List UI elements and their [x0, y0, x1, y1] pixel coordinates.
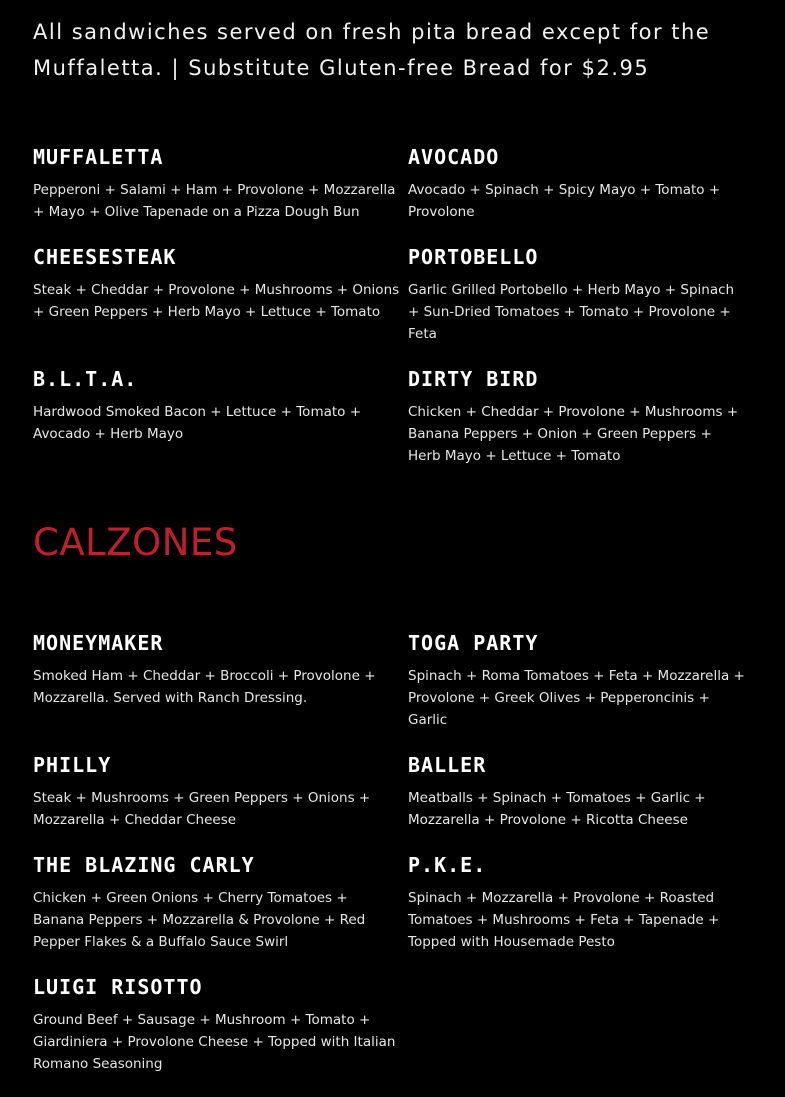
menu-item-description: Chicken + Green Onions + Cherry Tomatoes + Banana Peppers + Mozzarella & Provolone + Red Pepper Flakes & a Buffalo Sauce Swirl	[33, 890, 366, 950]
menu-item-name: MUFFALETTA	[33, 145, 164, 169]
menu-item-name: CHEESESTEAK	[33, 245, 177, 269]
menu-item	[408, 751, 753, 831]
sandwich-list	[33, 143, 753, 487]
menu-item	[33, 751, 408, 831]
menu-item-name: LUIGI RISOTTO	[33, 975, 203, 999]
menu-item-description: Pepperoni + Salami + Ham + Provolone + Mozzarella + Mayo + Olive Tapenade on a Pizza Dough Bun	[33, 182, 396, 220]
menu-item	[408, 629, 753, 731]
menu-item-description: Spinach + Roma Tomatoes + Feta + Mozzarella + Provolone + Greek Olives + Pepperoncinis + Garlic	[408, 668, 745, 728]
menu-item-description: Chicken + Cheddar + Provolone + Mushrooms + Banana Peppers + Onion + Green Peppers + Herb Mayo + Lettuce + Tomato	[408, 404, 739, 464]
menu-item-description: Steak + Cheddar + Provolone + Mushrooms + Onions + Green Peppers + Herb Mayo + Lettuce + Tomato	[33, 282, 400, 320]
menu-item	[33, 365, 408, 467]
calzone-list	[33, 629, 753, 1095]
menu-item-description: Meatballs + Spinach + Tomatoes + Garlic + Mozzarella + Provolone + Ricotta Cheese	[408, 790, 706, 828]
menu-item	[408, 143, 753, 223]
calzones-section-title: CALZONES	[33, 521, 238, 564]
menu-item	[33, 143, 408, 223]
menu-item-name: TOGA PARTY	[408, 631, 539, 655]
menu-item	[408, 365, 753, 467]
menu-item	[33, 851, 408, 953]
menu-item	[33, 243, 408, 345]
menu-item	[33, 629, 408, 731]
menu-item-description: Avocado + Spinach + Spicy Mayo + Tomato + Provolone	[408, 182, 721, 220]
menu-item	[33, 973, 408, 1075]
menu-item-name: B.L.T.A.	[33, 367, 138, 391]
menu-item-name: AVOCADO	[408, 145, 500, 169]
menu-item-description: Steak + Mushrooms + Green Peppers + Onions + Mozzarella + Cheddar Cheese	[33, 790, 371, 828]
menu-item	[408, 851, 753, 953]
menu-item-description: Garlic Grilled Portobello + Herb Mayo + Spinach + Sun-Dried Tomatoes + Tomato + Provolone + Feta	[408, 282, 735, 342]
menu-item-description: Ground Beef + Sausage + Mushroom + Tomato + Giardiniera + Provolone Cheese + Topped with Italian Romano Seasoning	[33, 1012, 396, 1072]
menu-item-name: DIRTY BIRD	[408, 367, 539, 391]
menu-item-name: THE BLAZING CARLY	[33, 853, 255, 877]
menu-item-description: Spinach + Mozzarella + Provolone + Roasted Tomatoes + Mushrooms + Feta + Tapenade + Topped with Housemade Pesto	[408, 890, 720, 950]
menu-item-name: PORTOBELLO	[408, 245, 539, 269]
menu-item-description: Hardwood Smoked Bacon + Lettuce + Tomato + Avocado + Herb Mayo	[33, 404, 362, 442]
menu-item-name: BALLER	[408, 753, 487, 777]
menu-item-name: PHILLY	[33, 753, 112, 777]
menu-item-description: Smoked Ham + Cheddar + Broccoli + Provolone + Mozzarella. Served with Ranch Dressing.	[33, 668, 376, 706]
menu-item-name: MONEYMAKER	[33, 631, 164, 655]
menu-item	[408, 243, 753, 345]
menu-intro-note: All sandwiches served on fresh pita bread except for the Muffaletta. | Substitute Gluten-free Bread for $2.95	[33, 20, 711, 80]
menu-item-name: P.K.E.	[408, 853, 487, 877]
